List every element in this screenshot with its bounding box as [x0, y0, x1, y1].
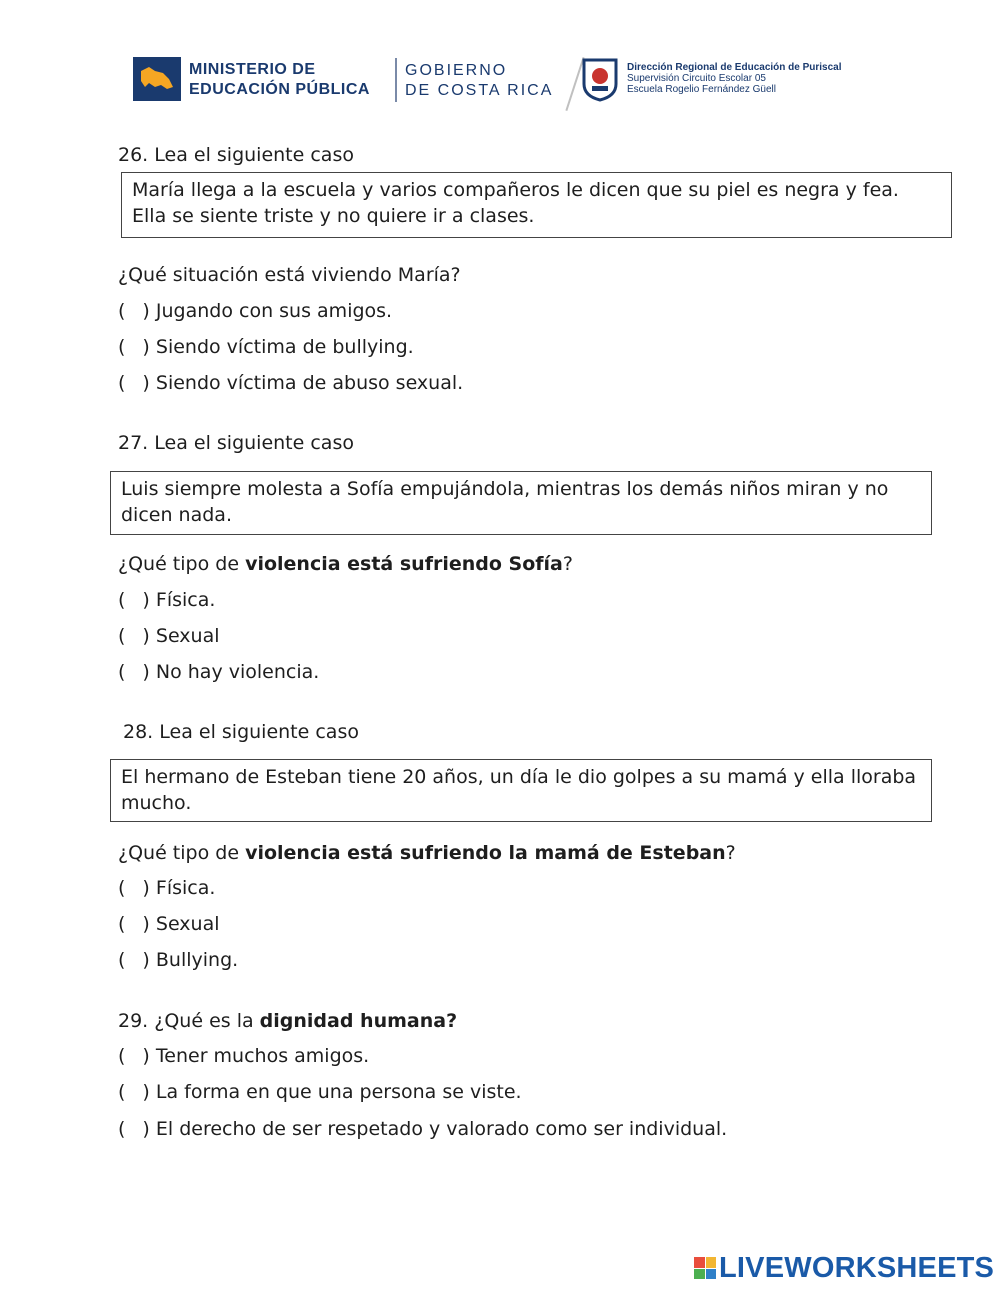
answer-option[interactable]: ( ) Bullying. [118, 949, 239, 971]
question-intro: 26. Lea el siguiente caso [118, 144, 354, 166]
answer-option[interactable]: ( ) Sexual [118, 913, 220, 935]
question-intro: 28. Lea el siguiente caso [123, 721, 359, 743]
answer-option[interactable]: ( ) No hay violencia. [118, 661, 320, 683]
header-divider [395, 58, 397, 102]
case-line: El hermano de Esteban tiene 20 años, un día le dio golpes a su mamá y ella lloraba [121, 766, 917, 788]
question-prompt: ¿Qué situación está viviendo María? [118, 264, 461, 286]
case-box [121, 172, 952, 238]
ministry-name: MINISTERIO DE EDUCACIÓN PÚBLICA [189, 61, 370, 98]
case-line: mucho. [121, 792, 192, 814]
answer-option[interactable]: ( ) La forma en que una persona se viste. [118, 1081, 522, 1103]
case-box [110, 759, 932, 822]
case-line: María llega a la escuela y varios compañeros le dicen que su piel es negra y fea. [132, 179, 899, 201]
question-intro: 27. Lea el siguiente caso [118, 432, 354, 454]
question-prompt: 29. ¿Qué es la dignidad humana? [118, 1010, 458, 1032]
case-box [110, 471, 932, 535]
case-line: Ella se siente triste y no quiere ir a clases. [132, 205, 535, 227]
question-prompt: ¿Qué tipo de violencia está sufriendo la mamá de Esteban? [118, 842, 736, 864]
regional-office-info: Dirección Regional de Educación de Puriscal Supervisión Circuito Escolar 05 Escuela Rogelio Fernández Güell [627, 62, 842, 95]
liveworksheets-logo[interactable] [694, 1252, 994, 1284]
question-prompt: ¿Qué tipo de violencia está sufriendo Sofía? [118, 553, 573, 575]
answer-option[interactable]: ( ) Física. [118, 589, 216, 611]
costa-rica-map-icon [133, 57, 181, 101]
liveworksheets-icon [694, 1257, 716, 1279]
answer-option[interactable]: ( ) Tener muchos amigos. [118, 1045, 370, 1067]
school-crest-icon [582, 58, 618, 102]
answer-option[interactable]: ( ) Sexual [118, 625, 220, 647]
government-name: GOBIERNO DE COSTA RICA [405, 62, 554, 99]
brand-name: LIVEWORKSHEETS [719, 1251, 995, 1284]
case-line: Luis siempre molesta a Sofía empujándola, mientras los demás niños miran y no [121, 478, 889, 500]
case-line: dicen nada. [121, 504, 232, 526]
answer-option[interactable]: ( ) Siendo víctima de bullying. [118, 336, 414, 358]
answer-option[interactable]: ( ) Jugando con sus amigos. [118, 300, 393, 322]
answer-option[interactable]: ( ) Siendo víctima de abuso sexual. [118, 372, 464, 394]
answer-option[interactable]: ( ) Física. [118, 877, 216, 899]
answer-option[interactable]: ( ) El derecho de ser respetado y valorado como ser individual. [118, 1118, 728, 1140]
